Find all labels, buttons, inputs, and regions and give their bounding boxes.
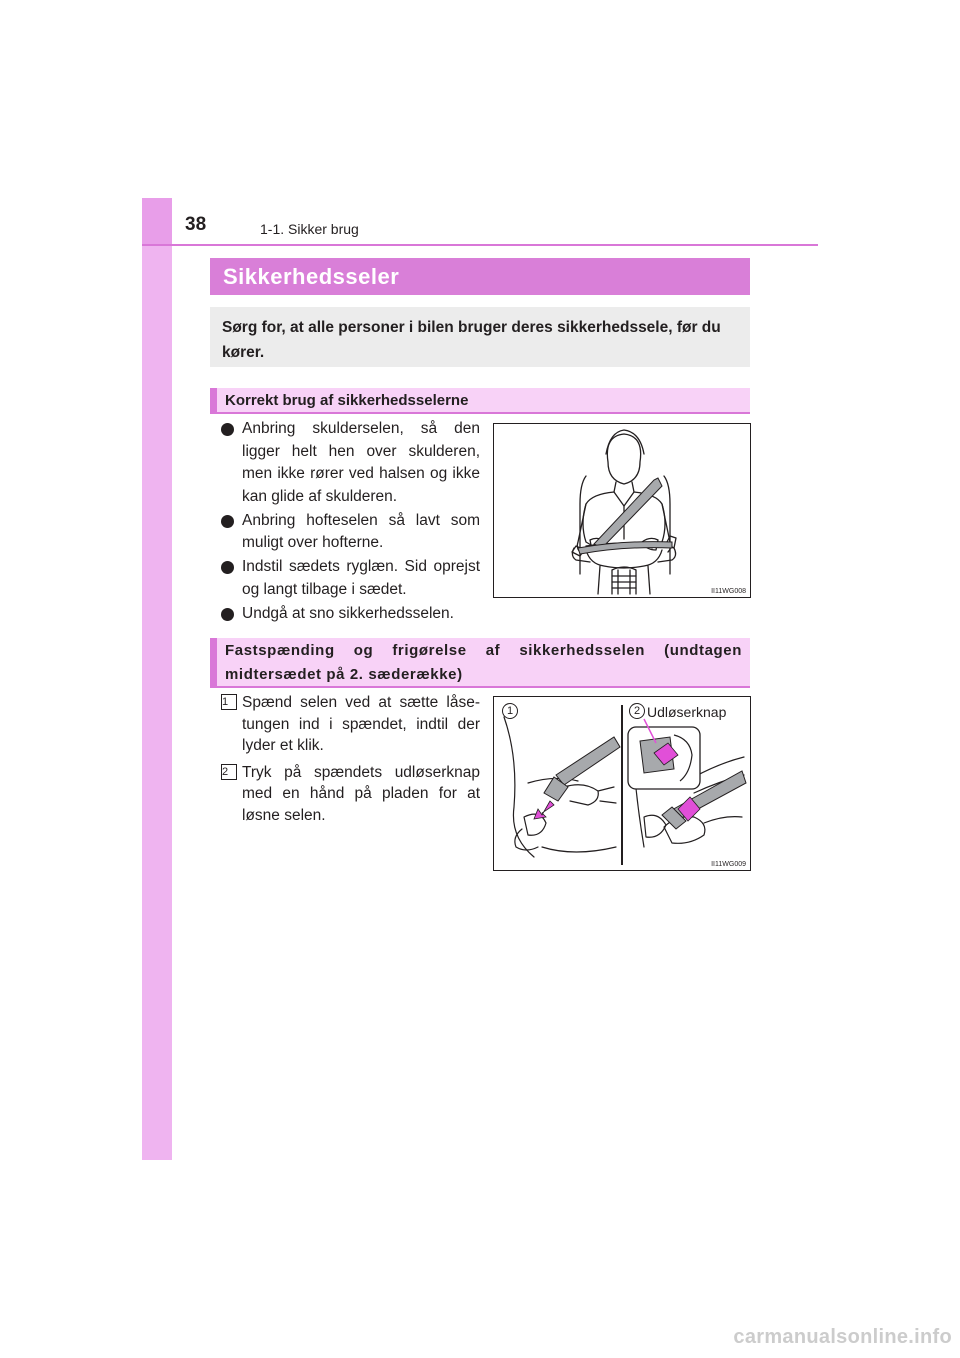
header-rule — [142, 244, 818, 246]
title-band — [210, 258, 750, 295]
figure-code: II11WG009 — [711, 861, 746, 868]
list-item — [221, 692, 480, 757]
subheading-fasten-release — [210, 638, 750, 688]
list-item-text: Undgå at sno sikkerhedsselen. — [242, 604, 454, 622]
section-label: 1-1. Sikker brug — [260, 221, 359, 237]
seated-person-figure — [493, 423, 751, 598]
buckle-figure — [493, 696, 751, 871]
step-number: 1 — [221, 694, 237, 710]
release-button-label: Udløserknap — [647, 704, 727, 720]
list-item — [221, 510, 480, 555]
step-number: 2 — [221, 764, 237, 780]
intro-box — [210, 307, 750, 367]
list-item-text: Spænd selen ved at sætte låse-tungen ind i spændet, indtil der lyder et klik. — [242, 694, 480, 754]
bullet-icon — [221, 423, 234, 436]
list-item — [221, 418, 480, 508]
page-title: Sikkerhedsseler — [223, 264, 400, 289]
subheading-correct-use — [210, 388, 750, 414]
correct-use-list — [221, 418, 480, 627]
subheading-accent-bar — [210, 638, 217, 686]
watermark: carmanualsonline.info — [733, 1326, 952, 1348]
side-tab-bar — [142, 198, 172, 1160]
figure-code: II11WG008 — [711, 588, 746, 595]
subheading-accent-bar — [210, 388, 217, 412]
intro-text: Sørg for, at alle personer i bilen bruger deres sikkerhedssele, før du kører. — [222, 319, 721, 361]
list-item — [221, 556, 480, 601]
list-item — [221, 603, 480, 626]
list-item-text: Anbring skulderselen, så den ligger helt hen over skulderen, men ikke rører ved halsen og ikke kan glide af skulderen. — [242, 420, 480, 505]
list-item-text: Tryk på spændets udløserknap med en hånd på pladen for at løsne selen. — [242, 763, 480, 824]
subheading-fasten-release-text: Fastspænding og frigørelse af sikkerhedsselen (undtagen midtersædet på 2. sæderække) — [225, 642, 742, 683]
buckle-illustration — [494, 697, 750, 870]
seated-person-illustration — [494, 424, 750, 597]
subheading-correct-use-text: Korrekt brug af sikkerhedsselerne — [225, 392, 469, 409]
figure-mark-1: 1 — [502, 703, 518, 719]
bullet-icon — [221, 608, 234, 621]
list-item — [221, 762, 480, 827]
side-tab-cap — [142, 198, 172, 246]
bullet-icon — [221, 561, 234, 574]
page-number: 38 — [185, 214, 207, 235]
list-item-text: Indstil sædets ryglæn. Sid oprejst og langt tilbage i sædet. — [242, 558, 480, 598]
bullet-icon — [221, 515, 234, 528]
figure-mark-2: 2 — [629, 703, 645, 719]
list-item-text: Anbring hofteselen så lavt som muligt over hofterne. — [242, 511, 480, 551]
fasten-steps-list — [221, 692, 480, 831]
